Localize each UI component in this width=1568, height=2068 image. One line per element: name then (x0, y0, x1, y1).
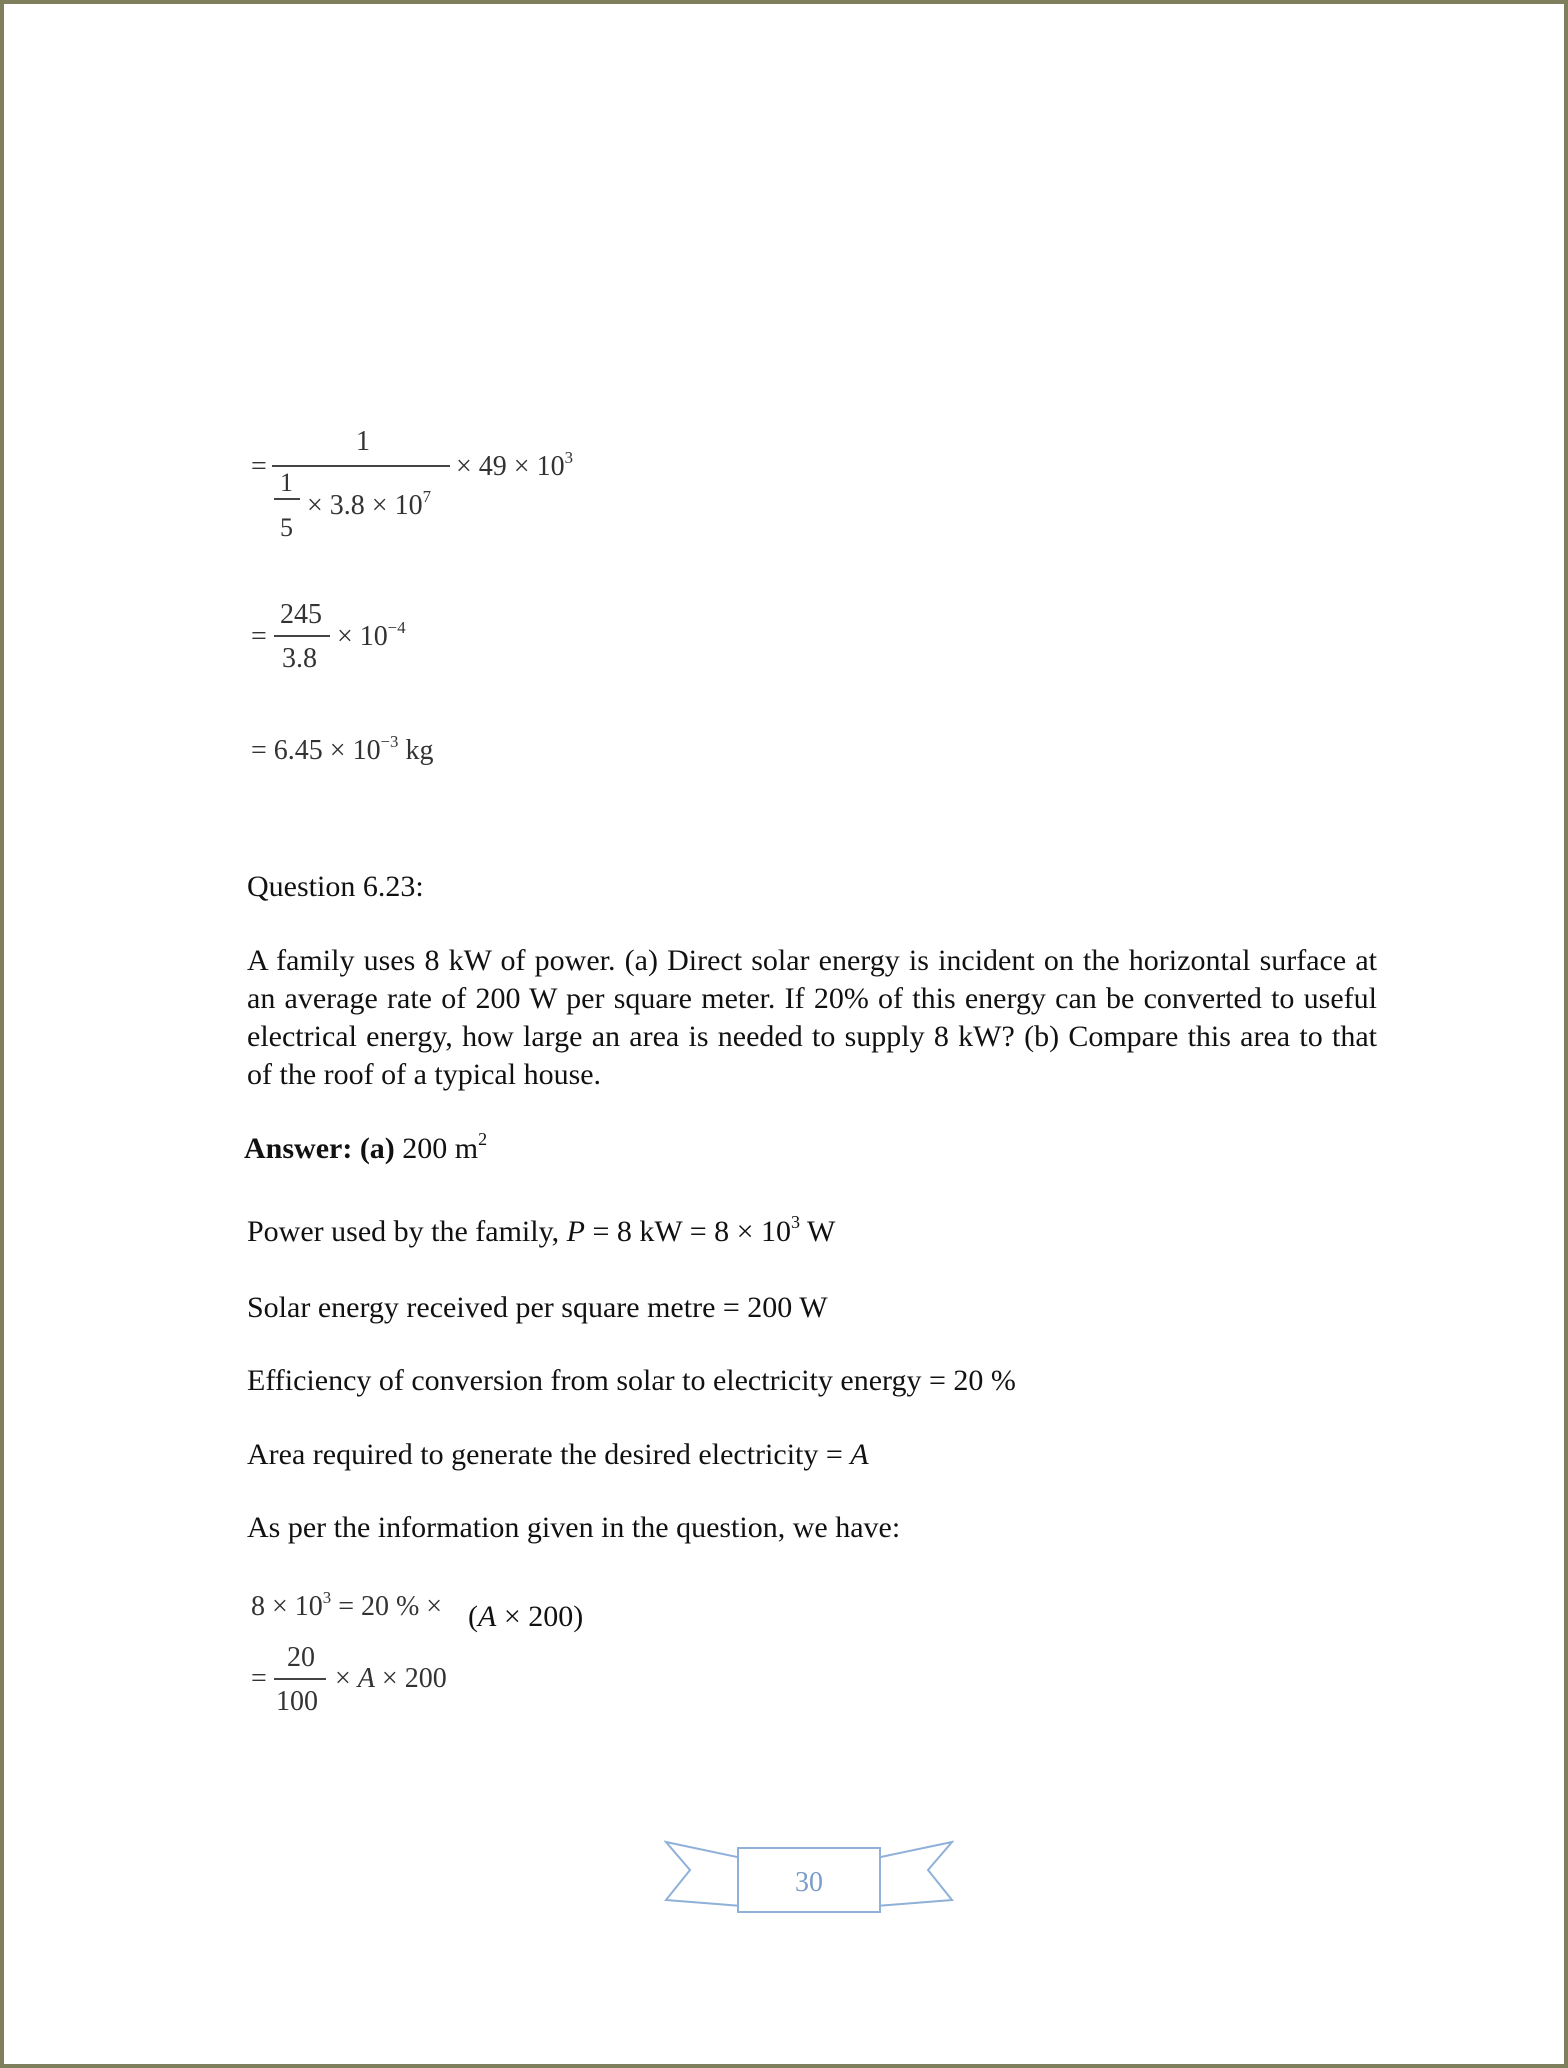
eq1-numerator: 1 (356, 426, 370, 457)
answer-label: Answer: (244, 1132, 353, 1165)
power-unit: W (800, 1215, 836, 1248)
eq2-numerator: 245 (280, 599, 322, 630)
answer-line (244, 1130, 487, 1168)
power-prefix: Power used by the family, (247, 1215, 567, 1248)
eq1-inner-denominator: 5 (280, 513, 293, 542)
page-number: 30 (795, 1867, 823, 1898)
as-per-line: As per the information given in the question, we have: (247, 1511, 901, 1544)
eq1-rest (456, 448, 573, 482)
power-variable: P (566, 1215, 585, 1248)
question-body: A family uses 8 kW of power. (a) Direct solar energy is incident on the horizontal surface at an average rate of 200 W per square meter. If 20% of this energy can be converted to useful electrical energy, how large an area is needed to supply 8 kW? (b) Compare this area to that of the roof of a typical house. (247, 944, 1377, 1091)
eq1-inner-numerator: 1 (280, 468, 293, 497)
eq1-rest-exponent: 3 (564, 448, 573, 467)
answer-value-exponent: 2 (478, 1129, 488, 1150)
eq5-denominator: 100 (276, 1686, 318, 1717)
equation-3 (251, 732, 434, 766)
eq2-denominator: 3.8 (282, 643, 317, 674)
eq4-left-exponent: 3 (322, 1588, 332, 1607)
answer-part: (a) (359, 1132, 395, 1165)
efficiency-line: Efficiency of conversion from solar to electricity energy = 20 % (247, 1364, 1016, 1397)
eq5-rest-variable: A (357, 1663, 375, 1694)
eq1-inner-rest (307, 487, 431, 521)
eq4-paren-variable: A (478, 1600, 497, 1633)
eq4-left (251, 1588, 443, 1622)
eq5-rest (335, 1665, 447, 1693)
eq1-equals: = (251, 451, 267, 482)
eq4-paren-rest: × 200) (496, 1600, 584, 1633)
eq1-inner-rest-text: × 3.8 × 10 (307, 490, 423, 521)
eq4-paren-open: ( (468, 1600, 478, 1633)
eq1-fraction-bar (272, 465, 450, 467)
eq1-inner-fraction-bar (274, 498, 300, 500)
power-exponent: 3 (791, 1212, 801, 1233)
area-prefix: Area required to generate the desired electricity = (247, 1438, 851, 1471)
eq2-fraction-bar (274, 635, 330, 637)
eq3-exponent: −3 (380, 732, 399, 751)
eq5-rest-pre: × (335, 1663, 358, 1694)
ribbon-left-tail (666, 1842, 742, 1906)
area-line (247, 1436, 869, 1474)
eq3-unit: kg (405, 735, 434, 766)
eq4-left-text: 8 × 10 (251, 1591, 323, 1622)
eq4-mid: = 20 % × (331, 1591, 443, 1622)
page-number-ribbon (664, 1834, 954, 1924)
eq3-text: = 6.45 × 10 (251, 735, 381, 766)
answer-value: 200 m (402, 1132, 479, 1165)
eq2-equals: = (251, 621, 267, 652)
eq1-inner-exponent: 7 (422, 487, 431, 506)
eq1-rest-text: × 49 × 10 (456, 451, 565, 482)
power-line (247, 1213, 835, 1251)
eq4-paren (468, 1598, 583, 1636)
eq5-equals: = (251, 1663, 267, 1694)
eq5-fraction-bar (274, 1678, 326, 1680)
question-title: Question 6.23: (247, 870, 424, 903)
eq5-rest-post: × 200 (374, 1663, 447, 1694)
ribbon-right-tail (876, 1842, 952, 1906)
eq2-rest-text: × 10 (337, 621, 388, 652)
solar-line: Solar energy received per square metre = 200 W (247, 1291, 828, 1324)
eq2-rest (337, 618, 406, 652)
eq5-numerator: 20 (287, 1642, 315, 1673)
area-variable: A (850, 1438, 869, 1471)
eq2-rest-exponent: −4 (387, 618, 406, 637)
power-mid: = 8 kW = 8 × 10 (585, 1215, 792, 1248)
